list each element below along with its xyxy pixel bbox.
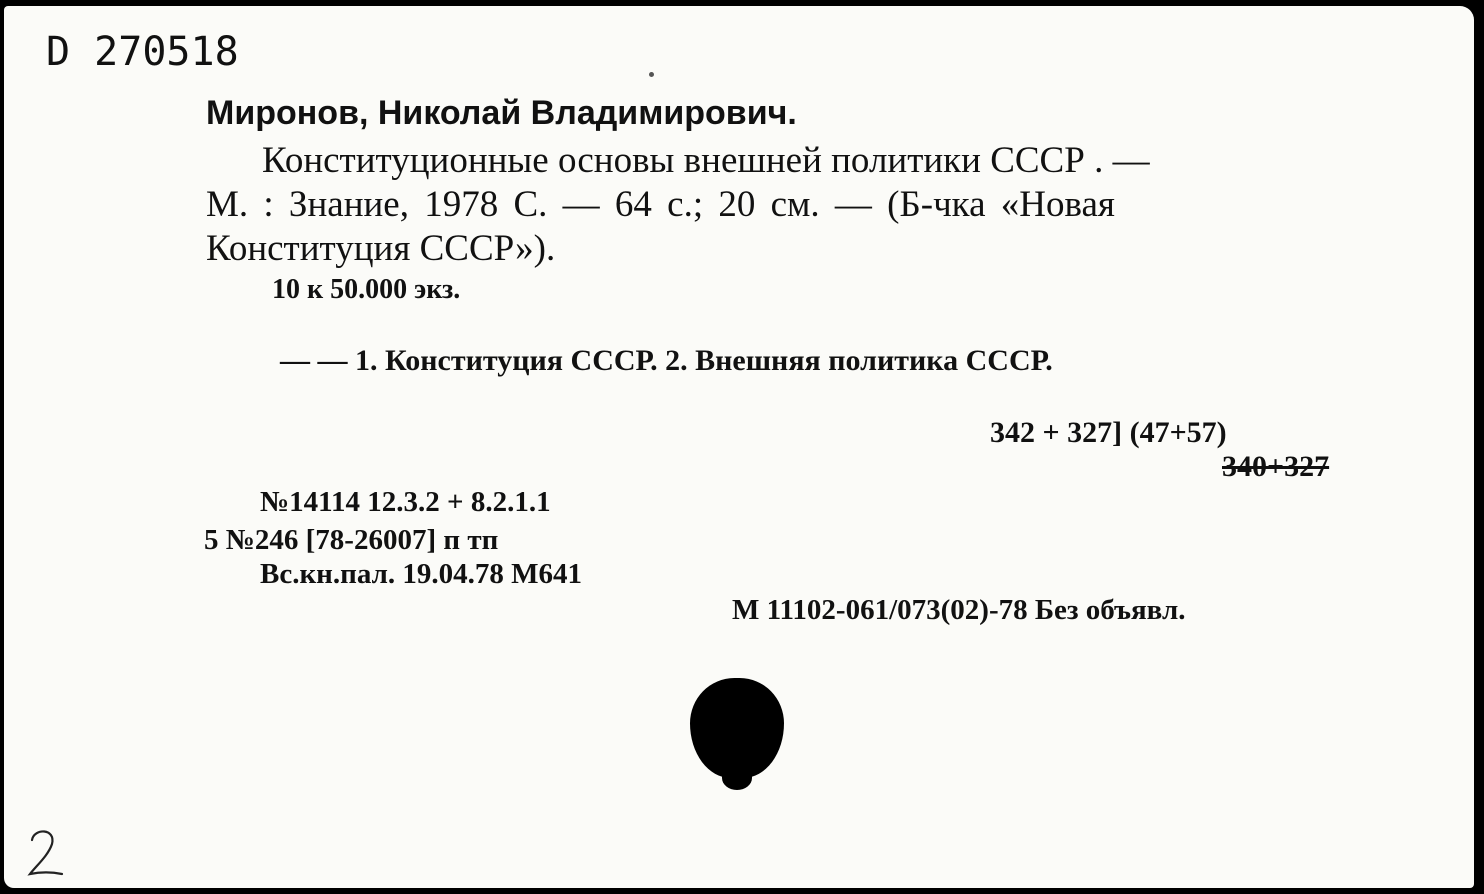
subject-headings: — — 1. Конституция СССР. 2. Внешняя политика СССР.: [280, 344, 1053, 377]
handwritten-mark: [26, 826, 66, 878]
price-line: 10 к 50.000 экз.: [272, 274, 461, 305]
catalog-number: D 270518: [46, 29, 239, 75]
title-line-2: М. : Знание, 1978 С. — 64 с.; 20 см. — (Б-чка «Новая: [206, 184, 1115, 225]
classification-main: 342 + 327] (47+57): [990, 416, 1227, 449]
catalog-card: [4, 6, 1474, 888]
punch-hole: [690, 678, 784, 778]
title-line-1: Конституционные основы внешней политики СССР . —: [262, 140, 1150, 181]
punch-hole-tip: [722, 766, 752, 790]
speck: [649, 72, 654, 77]
code-line-1: №14114 12.3.2 + 8.2.1.1: [260, 486, 551, 518]
publisher-code: М 11102-061/073(02)-78 Без объявл.: [732, 594, 1186, 626]
code-line-2: 5 №246 [78-26007] п тп: [204, 524, 499, 556]
code-line-3: Вс.кн.пал. 19.04.78 М641: [260, 558, 582, 590]
classification-crossed: 340+327: [1222, 450, 1330, 483]
title-line-3: Конституция СССР»).: [206, 228, 556, 269]
author-heading: Миронов, Николай Владимирович.: [206, 94, 797, 132]
